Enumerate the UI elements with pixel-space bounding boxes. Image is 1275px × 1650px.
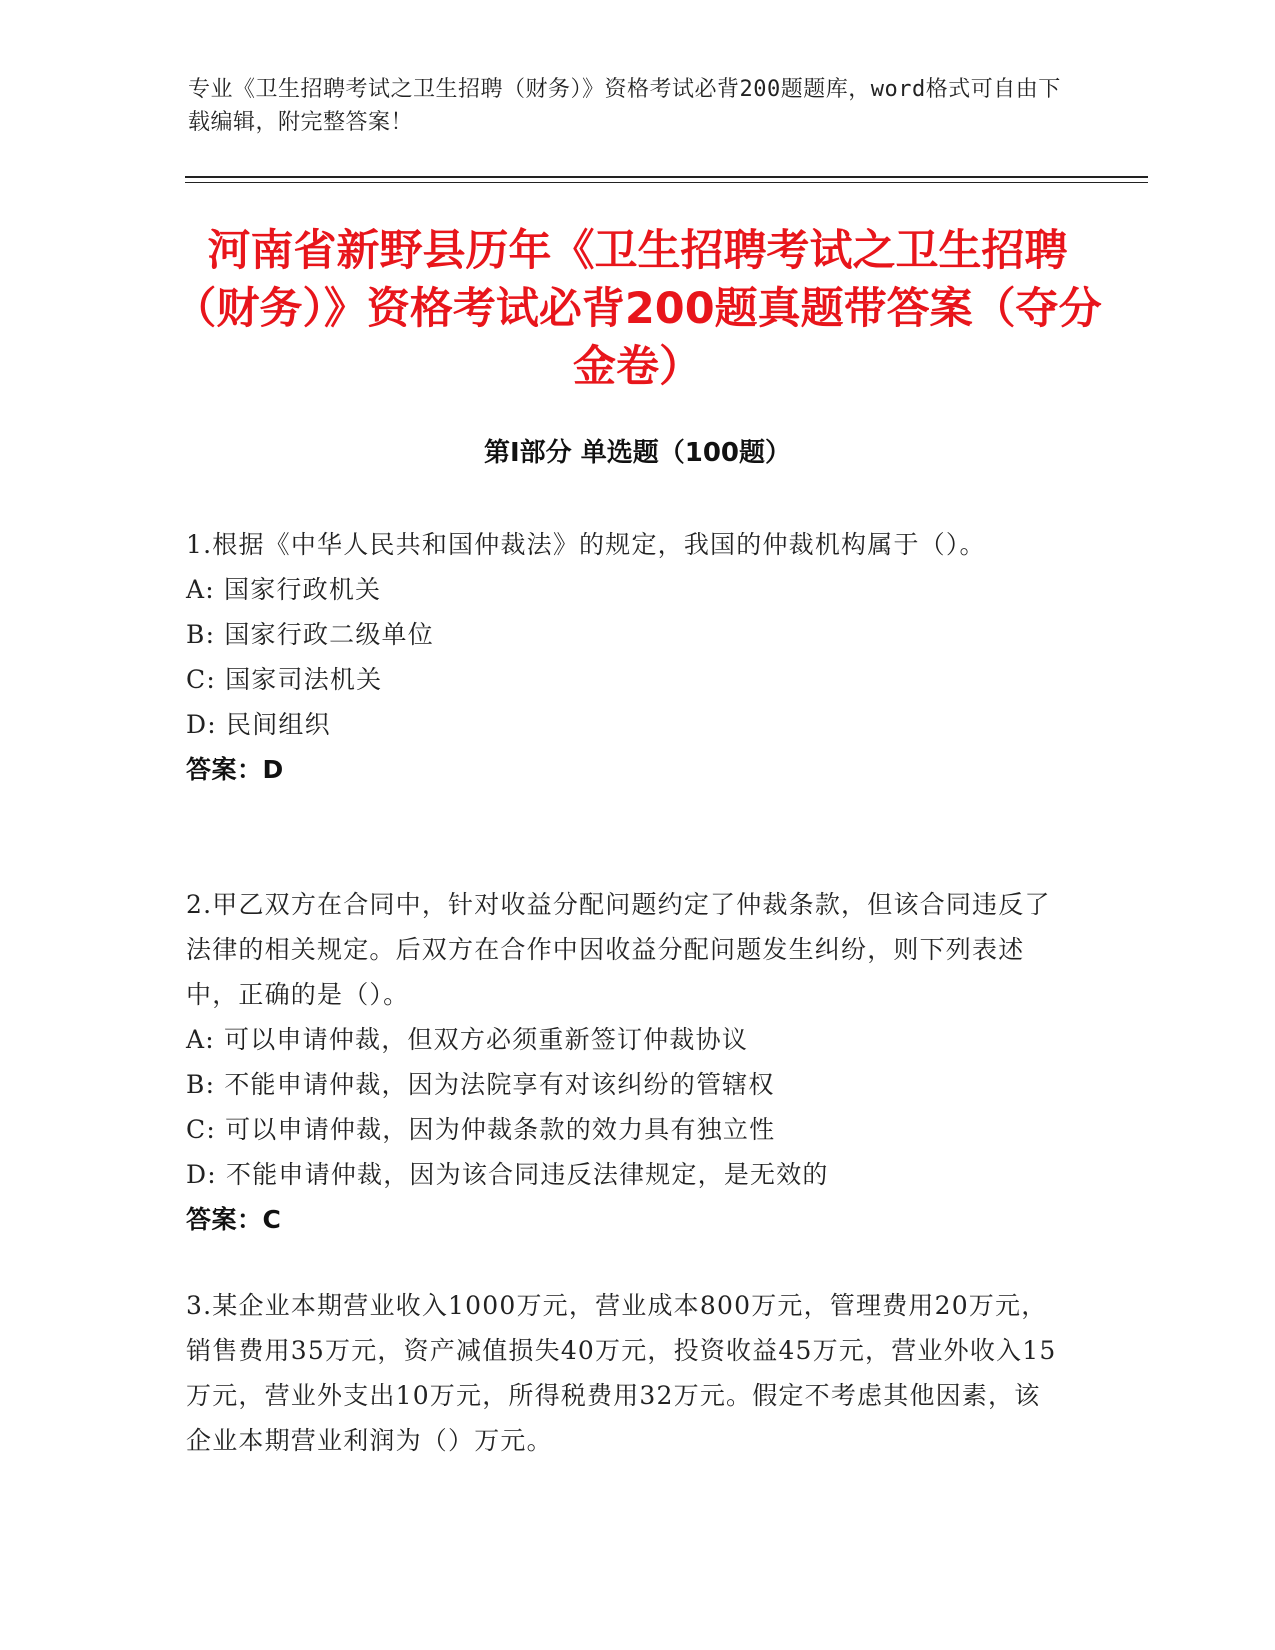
option-a: A: 可以申请仲裁，但双方必须重新签订仲裁协议 <box>186 1025 749 1054</box>
question-3 <box>186 1283 1066 1463</box>
option-d: D: 民间组织 <box>186 710 331 739</box>
header-note: 专业《卫生招聘考试之卫生招聘（财务）》资格考试必背200题题库，word格式可自由下载编辑，附完整答案！ <box>188 77 1061 135</box>
option-c: C: 国家司法机关 <box>186 665 383 694</box>
question-stem: 3.某企业本期营业收入1000万元，营业成本800万元，管理费用20万元，销售费用35万元，资产减值损失40万元，投资收益45万元，营业外收入15万元，营业外支出10万元，所得税费用32万元。假定不考虑其他因素，该企业本期营业利润为（）万元。 <box>186 1291 1057 1455</box>
question-2 <box>186 882 1066 1242</box>
option-a: A: 国家行政机关 <box>186 575 382 604</box>
option-b: B: 国家行政二级单位 <box>186 620 434 649</box>
answer-label: 答案：C <box>186 1205 282 1234</box>
option-d: D: 不能申请仲裁，因为该合同违反法律规定，是无效的 <box>186 1160 829 1189</box>
question-stem: 2.甲乙双方在合同中，针对收益分配问题约定了仲裁条款，但该合同违反了法律的相关规定。后双方在合作中因收益分配问题发生纠纷，则下列表述中，正确的是（）。 <box>186 890 1051 1009</box>
question-1 <box>186 522 1066 792</box>
section-heading: 第I部分 单选题（100题） <box>484 438 791 468</box>
option-b: B: 不能申请仲裁，因为法院享有对该纠纷的管辖权 <box>186 1070 775 1099</box>
header-divider-thick <box>185 176 1148 178</box>
document-title: 河南省新野县历年《卫生招聘考试之卫生招聘（财务）》资格考试必背200题真题带答案（夺分金卷） <box>173 226 1102 392</box>
answer-label: 答案：D <box>186 755 284 784</box>
question-stem: 1.根据《中华人民共和国仲裁法》的规定，我国的仲裁机构属于（）。 <box>186 530 986 559</box>
option-c: C: 可以申请仲裁，因为仲裁条款的效力具有独立性 <box>186 1115 776 1144</box>
header-divider-thin <box>185 182 1148 183</box>
